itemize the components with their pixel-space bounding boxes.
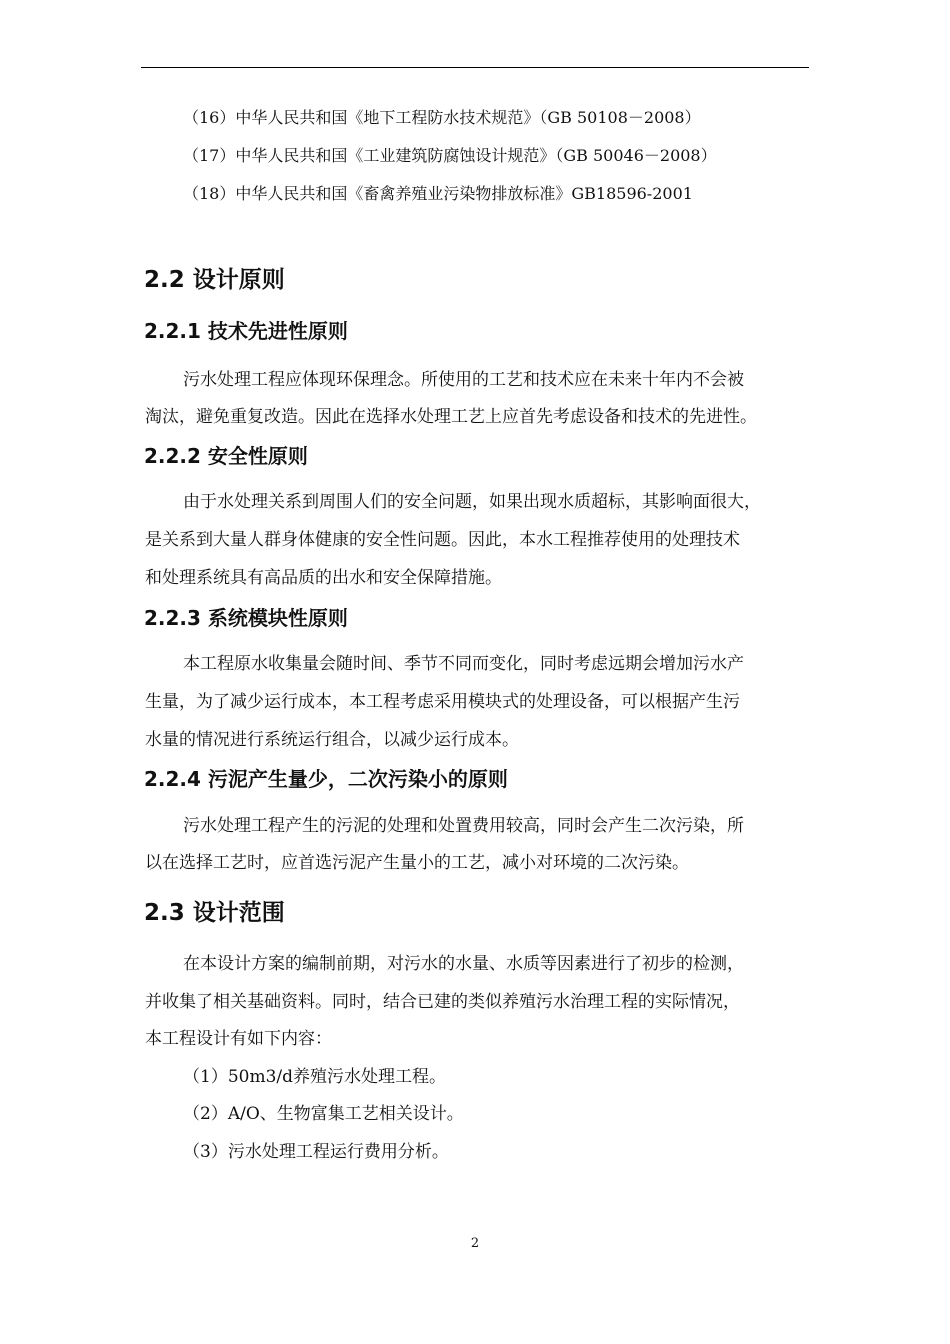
paragraph-line: 淘汰，避免重复改造。因此在选择水处理工艺上应首先考虑设备和技术的先进性。	[145, 407, 757, 427]
header-rule	[141, 67, 809, 68]
subsection-heading-2-2-3: 2.2.3 系统模块性原则	[144, 606, 348, 630]
subsection-heading-2-2-2: 2.2.2 安全性原则	[144, 444, 308, 468]
section-heading-2-3: 2.3 设计范围	[144, 900, 285, 926]
paragraph-line: 水量的情况进行系统运行组合，以减少运行成本。	[145, 730, 519, 750]
list-item: （2）A/O、生物富集工艺相关设计。	[183, 1104, 464, 1124]
reference-item: （17）中华人民共和国《工业建筑防腐蚀设计规范》（GB 50046－2008）	[183, 146, 717, 165]
paragraph-line: 以在选择工艺时，应首选污泥产生量小的工艺，减小对环境的二次污染。	[145, 853, 689, 873]
page-number: 2	[470, 1236, 480, 1251]
paragraph-line: 本工程设计有如下内容：	[145, 1029, 332, 1049]
list-item: （3）污水处理工程运行费用分析。	[183, 1142, 449, 1162]
paragraph-line: 和处理系统具有高品质的出水和安全保障措施。	[145, 568, 502, 588]
reference-item: （16）中华人民共和国《地下工程防水技术规范》（GB 50108－2008）	[183, 108, 701, 127]
paragraph-line: 本工程原水收集量会随时间、季节不同而变化，同时考虑远期会增加污水产	[183, 654, 744, 674]
paragraph-line: 是关系到大量人群身体健康的安全性问题。因此，本水工程推荐使用的处理技术	[145, 530, 740, 550]
paragraph-line: 污水处理工程产生的污泥的处理和处置费用较高，同时会产生二次污染，所	[183, 816, 744, 836]
subsection-heading-2-2-1: 2.2.1 技术先进性原则	[144, 319, 348, 343]
list-item: （1）50m3/d养殖污水处理工程。	[183, 1067, 446, 1087]
section-heading-2-2: 2.2 设计原则	[144, 267, 285, 293]
subsection-heading-2-2-4: 2.2.4 污泥产生量少，二次污染小的原则	[144, 767, 508, 791]
paragraph-line: 在本设计方案的编制前期，对污水的水量、水质等因素进行了初步的检测，	[183, 954, 744, 974]
paragraph-line: 污水处理工程应体现环保理念。所使用的工艺和技术应在未来十年内不会被	[183, 370, 744, 390]
reference-item: （18）中华人民共和国《畜禽养殖业污染物排放标准》GB18596-2001	[183, 184, 693, 203]
paragraph-line: 生量，为了减少运行成本，本工程考虑采用模块式的处理设备，可以根据产生污	[145, 692, 740, 712]
paragraph-line: 并收集了相关基础资料。同时，结合已建的类似养殖污水治理工程的实际情况，	[145, 992, 740, 1012]
paragraph-line: 由于水处理关系到周围人们的安全问题，如果出现水质超标，其影响面很大，	[183, 492, 761, 512]
